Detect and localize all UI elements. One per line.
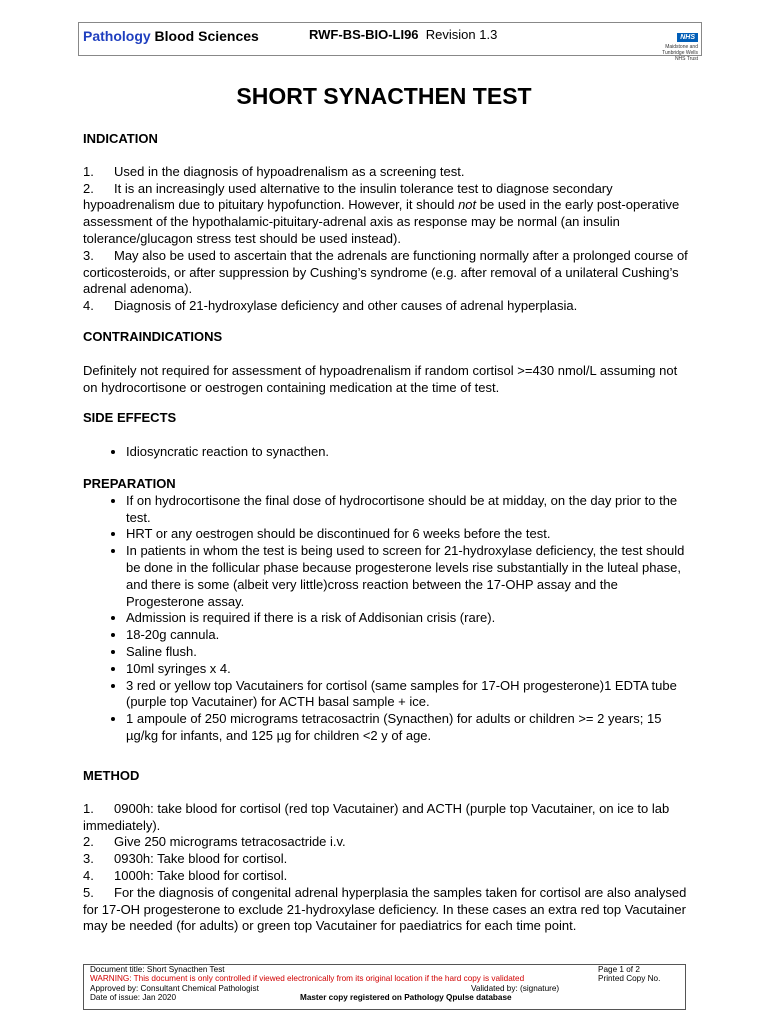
indication-section (83, 131, 693, 315)
org-name-line3: NHS Trust (674, 56, 698, 62)
method-step: 1. 0900h: take blood for cortisol (red top Vacutainer) and ACTH (purple top Vacutainer, on ice to lab immediately). (83, 800, 670, 833)
preparation-item: • In patients in whom the test is being used to screen for 21-hydroxylase deficiency, the test should be done in the follicular phase because progesterone levels rise substantially in the luteal phase, and there is some (albeit very little)cross reaction between the 17-OHP assay and the Progesterone assay. (126, 543, 693, 610)
department-pathology: Pathology (83, 28, 151, 44)
department-name (83, 28, 259, 44)
preparation-section (83, 476, 693, 745)
method-section (83, 768, 693, 935)
footer-warning: WARNING: This document is only controlled if viewed electronically from its original location if the hard copy is validated (90, 974, 525, 984)
method-step: 5. For the diagnosis of congenital adrenal hyperplasia the samples taken for cortisol are also analysed for 17-OH progesterone to exclude 21-hydroxylase deficiency. In these cases an extra red top Vacutainer may be needed (for adults) or green top Vacutainer for paediatrics for each time point. (83, 884, 687, 934)
side-effects-section (83, 410, 693, 461)
contraindications-section (83, 329, 693, 396)
indication-item: 2. It is an increasingly used alternative to the insulin tolerance test to diagnose secondary hypoadrenalism due to pituitary hypofunction. However, it should not be used in the early post-operative assessment of the hypothalamic-pituitary-adrenal axis as response may be normal (an insulin tolerance/glucagon stress test should be used instead). (83, 180, 680, 246)
footer-approved-by: Approved by: Consultant Chemical Pathologist (90, 983, 259, 993)
org-name-line2: Tunbridge Wells (662, 50, 698, 56)
page-title: SHORT SYNACTHEN TEST (236, 83, 532, 109)
method-step: 4. 1000h: Take blood for cortisol. (83, 867, 288, 883)
footer-page-number: Page 1 of 2 (598, 965, 640, 974)
footer-date-of-issue: Date of issue: Jan 2020 (90, 993, 177, 1003)
method-heading: METHOD (83, 768, 140, 783)
preparation-item: • 1 ampoule of 250 micrograms tetracosactrin (Synacthen) for adults or children >= 2 years; 15 µg/kg for infants, and 125 µg for children <2 y of age. (126, 711, 693, 745)
side-effects-list (83, 444, 693, 461)
preparation-heading: PREPARATION (83, 476, 176, 491)
nhs-logo-icon: NHS (677, 33, 698, 42)
preparation-item: • Saline flush. (126, 644, 693, 661)
side-effects-heading: SIDE EFFECTS (83, 410, 177, 425)
footer-doc-title: Document title: Short Synacthen Test (90, 965, 225, 974)
preparation-list (83, 493, 693, 745)
preparation-item: • If on hydrocortisone the final dose of hydrocortisone should be at midday, on the day prior to the test. (126, 493, 693, 527)
method-step: 2. Give 250 micrograms tetracosactride i.v. (83, 834, 346, 850)
document-code: RWF-BS-BIO-LI96 (309, 27, 419, 42)
side-effect-item: • Idiosyncratic reaction to synacthen. (126, 444, 693, 461)
document-footer (83, 964, 686, 1010)
indication-item: 3. May also be used to ascertain that the adrenals are functioning normally after a prolonged course of corticosteroids, or after suppression by Cushing’s syndrome (e.g. after removal of a unilateral Cushing’s adrenal adenoma). (83, 247, 688, 297)
footer-printed-copy: Printed Copy No. (598, 974, 661, 984)
contraindications-heading: CONTRAINDICATIONS (83, 329, 223, 344)
indication-item: 1. Used in the diagnosis of hypoadrenalism as a screening test. (83, 163, 465, 179)
preparation-item: • 10ml syringes x 4. (126, 661, 693, 678)
nhs-trust-logo (638, 26, 698, 62)
indication-item: 4. Diagnosis of 21-hydroxylase deficiency and other causes of adrenal hyperplasia. (83, 298, 578, 314)
footer-validated-by: Validated by: (signature) (471, 983, 560, 993)
contraindications-text: Definitely not required for assessment of hypoadrenalism if random cortisol >=430 nmol/L assuming not on hydrocortisone or oestrogen containing medication at the time of test. (83, 362, 678, 395)
document-header (78, 22, 702, 62)
indication-heading: INDICATION (83, 131, 158, 146)
footer-master-copy: Master copy registered on Pathology Qpulse database (300, 993, 512, 1003)
preparation-item: • 18-20g cannula. (126, 627, 693, 644)
document-reference (309, 27, 497, 42)
method-step: 3. 0930h: Take blood for cortisol. (83, 851, 288, 867)
preparation-item: • 3 red or yellow top Vacutainers for cortisol (same samples for 17-OH progesterone)1 EDTA tube (purple top Vacutainer) for ACTH basal sample + ice. (126, 678, 693, 712)
org-name-line1: Maidstone and (665, 44, 698, 50)
department-blood-sciences: Blood Sciences (150, 28, 259, 44)
preparation-item: • Admission is required if there is a risk of Addisonian crisis (rare). (126, 610, 693, 627)
revision-number: Revision 1.3 (425, 27, 498, 42)
preparation-item: • HRT or any oestrogen should be discontinued for 6 weeks before the test. (126, 526, 693, 543)
